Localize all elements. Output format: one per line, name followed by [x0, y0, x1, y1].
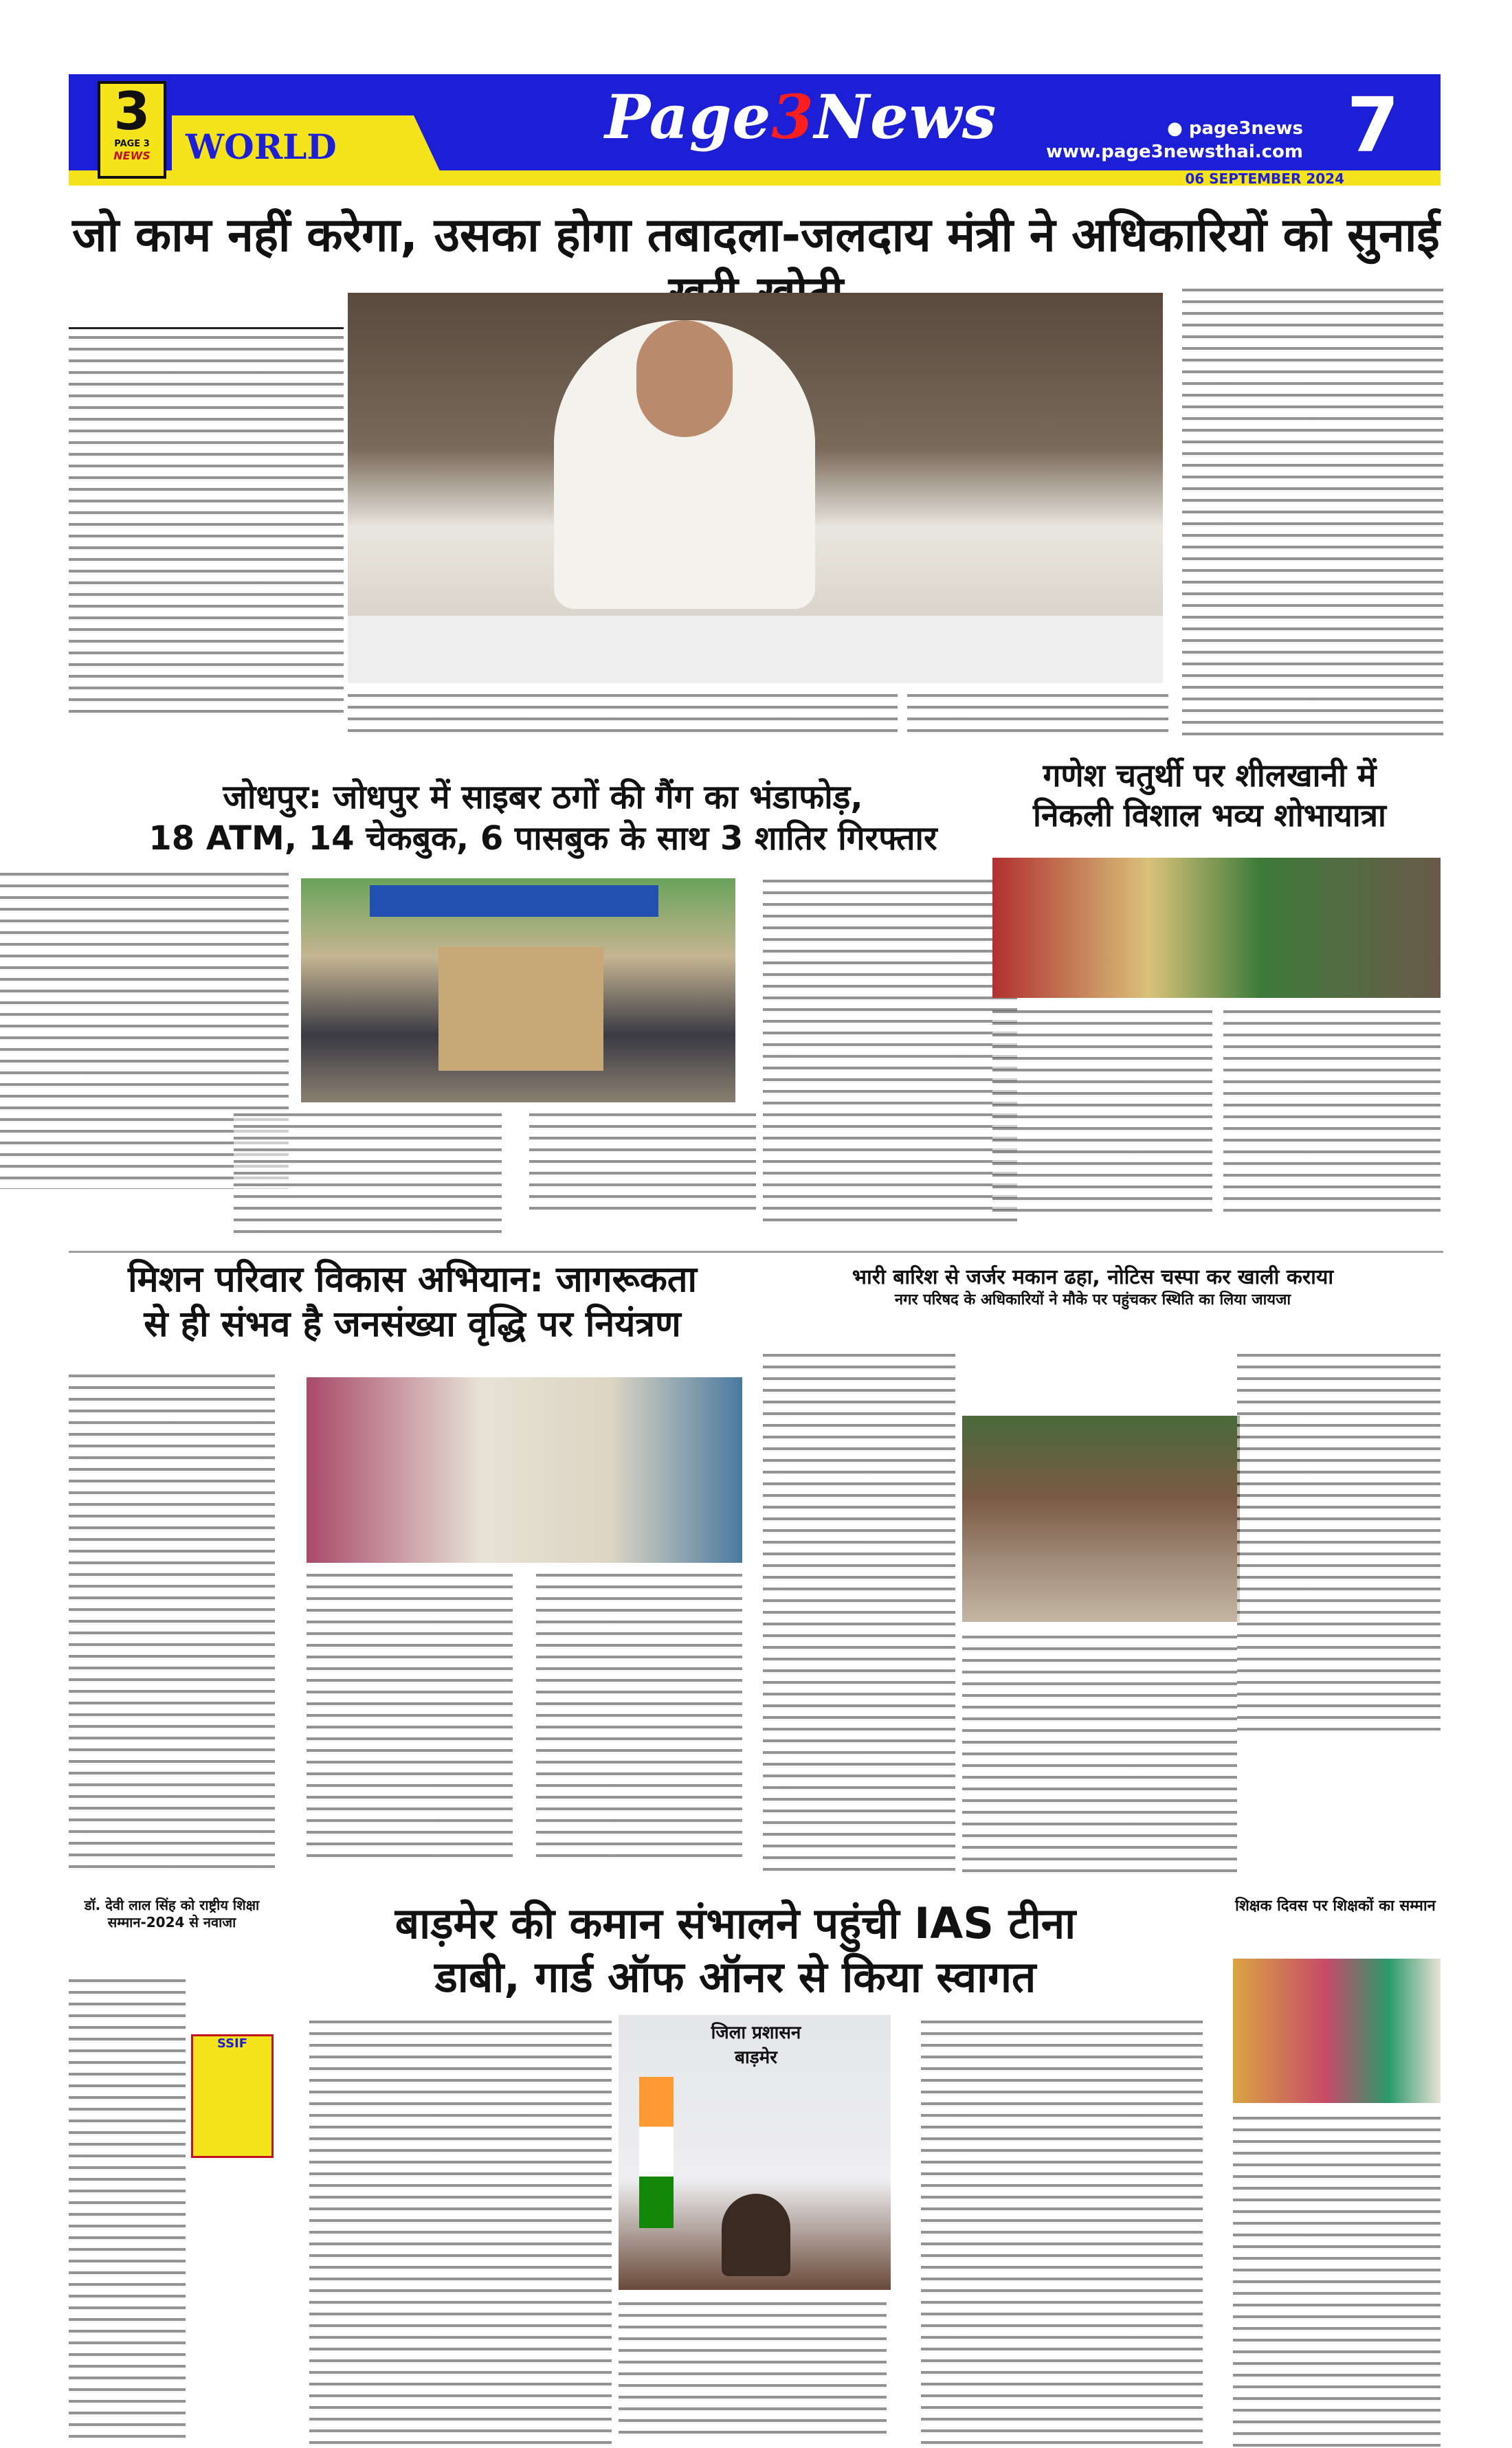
district-admin-line2: बाड़मेर [735, 2047, 777, 2068]
police-sign [370, 885, 658, 917]
jodhpur-headline [69, 777, 1017, 859]
jodhpur-headline-line2: 18 ATM, 14 चेकबुक, 6 पासबुक के साथ 3 शातिर गिरफ्तार [148, 819, 937, 858]
family-left-column [69, 1375, 275, 1876]
body-text [69, 336, 344, 721]
family-middle-column [307, 1574, 513, 1862]
building-headline-line2: नगर परिषद के अधिकारियों ने मौके पर पहुंचकर स्थिति का लिया जायजा [894, 1291, 1291, 1309]
section-label: WORLD [186, 126, 337, 167]
barmer-left-column [309, 2021, 612, 2447]
jodhpur-headline-line1: जोधपुर: जोधपुर में साइबर ठगों की गैंग का भंडाफोड़, [223, 778, 863, 816]
family-headline-line2: से ही संभव है जनसंख्या वृद्धि पर नियंत्रण [144, 1304, 681, 1345]
family-right-column [536, 1574, 742, 1862]
teachers-text-column [1233, 2117, 1441, 2447]
family-headline-line1: मिशन परिवार विकास अभियान: जागरूकता [128, 1259, 697, 1300]
district-admin-line1: जिला प्रशासन [711, 2023, 801, 2043]
jodhpur-caption-column [234, 1113, 502, 1237]
main-story-left-column [69, 289, 344, 728]
logo-news: NEWS [113, 149, 151, 162]
ganesh-photo [992, 858, 1441, 998]
ganesh-right-column [1223, 1010, 1441, 1216]
main-story-bottom-text [348, 694, 898, 735]
building-photo [962, 1416, 1240, 1622]
logo-number: 3 [113, 80, 151, 142]
building-right-column [1237, 1354, 1441, 1739]
jodhpur-right-column [763, 880, 1017, 1223]
photo-face [636, 320, 733, 437]
issue-date: 06 SEPTEMBER 2024 [1185, 170, 1344, 187]
brand-part2: News [814, 81, 997, 153]
social-handle: ● page3news [1167, 118, 1303, 139]
website: www.page3newsthai.com [1045, 142, 1303, 162]
main-story-right-column [1182, 289, 1443, 735]
barmer-headline [289, 1897, 1182, 2003]
ssif-headline: डॉ. देवी लाल सिंह को राष्ट्रीय शिक्षा सम्मान-2024 से नवाजा [84, 1897, 260, 1930]
building-headline [770, 1265, 1416, 1309]
byline [69, 289, 344, 329]
building-headline-line1: भारी बारिश से जर्जर मकान ढहा, नोटिस चस्पा कर खाली कराया [852, 1265, 1334, 1289]
ssif-poster-label: SSIF [216, 2036, 248, 2051]
police-group [438, 947, 603, 1071]
page3-logo [98, 81, 166, 179]
barmer-headline-line2: डाबी, गार्ड ऑफ ऑनर से किया स्वागत [434, 1951, 1036, 2002]
officer-figure [722, 2194, 790, 2276]
jodhpur-photo [301, 878, 735, 1102]
teachers-photo [1233, 1959, 1441, 2103]
ganesh-headline-line1: गणेश चतुर्थी पर शीलखानी में [1043, 757, 1377, 794]
social-handle-text: page3news [1188, 118, 1303, 139]
barmer-middle-column [619, 2302, 887, 2440]
ganesh-left-column [992, 1010, 1212, 1216]
teachers-headline: शिक्षक दिवस पर शिक्षकों का सम्मान [1235, 1898, 1436, 1915]
main-headline: जो काम नहीं करेगा, उसका होगा तबादला-जलदाय मंत्री ने अधिकारियों को सुनाई [72, 208, 1440, 263]
family-headline [69, 1258, 756, 1347]
building-middle-column [962, 1636, 1237, 1876]
ganesh-headline [990, 756, 1430, 835]
section-divider [69, 1251, 1443, 1253]
district-admin-banner [667, 2019, 845, 2069]
family-photo [307, 1377, 742, 1563]
logo-caption: PAGE 3 [114, 139, 150, 149]
masthead [69, 74, 1441, 198]
barmer-photo [619, 2015, 891, 2290]
jodhpur-middle-column [529, 1113, 756, 1216]
brand-part1: Page [605, 81, 772, 153]
building-left-column [763, 1354, 955, 1876]
brand-title [605, 81, 997, 153]
barmer-right-column [921, 2021, 1203, 2447]
photo-desk [348, 616, 1163, 683]
main-photo [348, 293, 1163, 683]
ganesh-headline-line2: निकली विशाल भव्य शोभायात्रा [1033, 796, 1386, 834]
ssif-text-column [69, 1979, 186, 2447]
india-flag [639, 2077, 674, 2228]
brand-number: 3 [771, 81, 814, 153]
ssif-poster [191, 2034, 274, 2158]
main-story-bottom-text-2 [907, 694, 1168, 735]
page-number: 7 [1346, 81, 1399, 169]
barmer-headline-line1: बाड़मेर की कमान संभालने पहुंची IAS टीना [394, 1898, 1076, 1948]
